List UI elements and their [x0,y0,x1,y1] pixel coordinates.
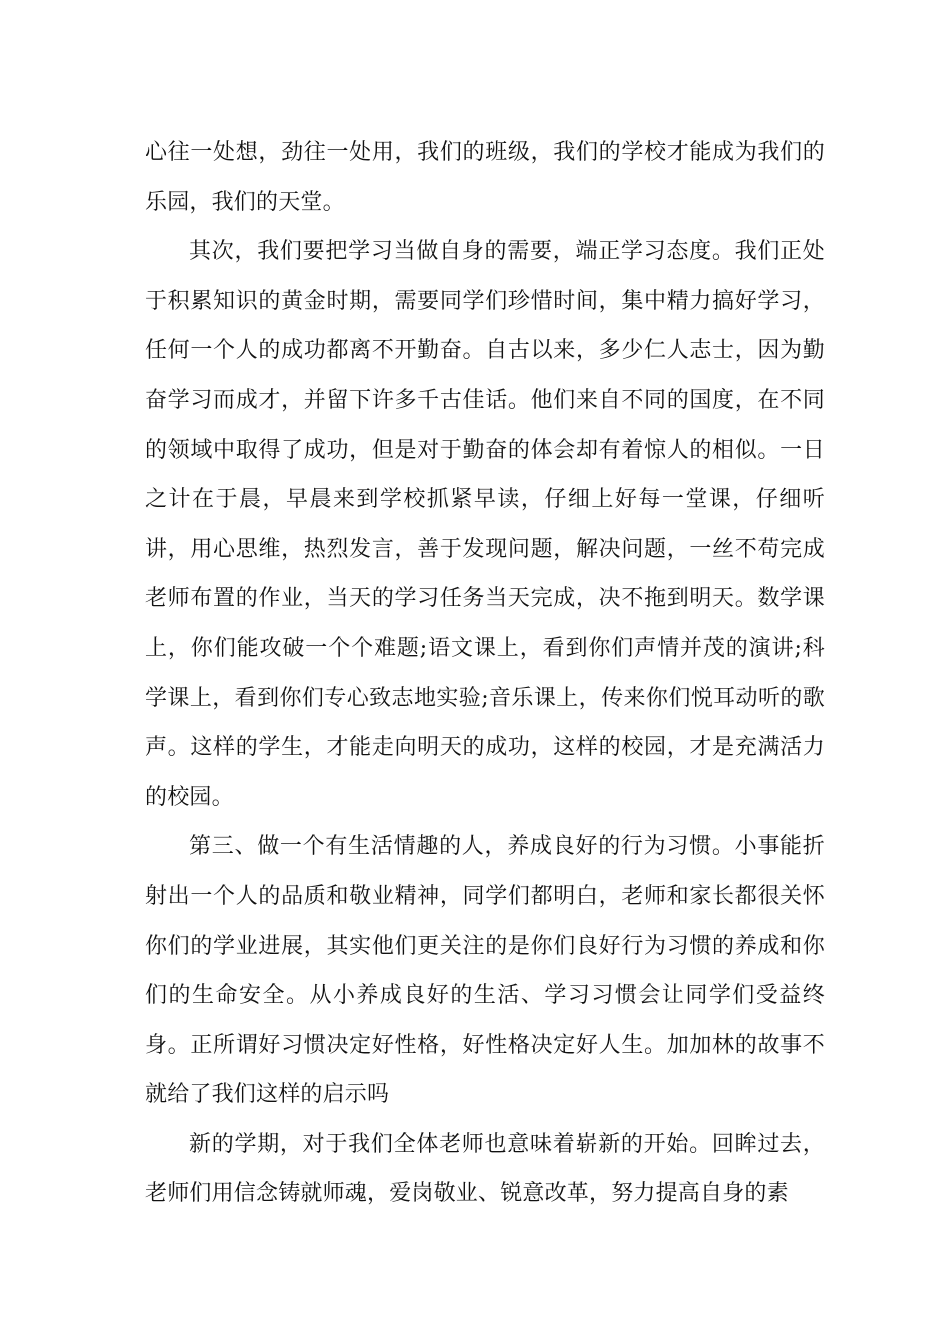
body-text [145,128,825,1219]
paragraph-study-attitude: 其次，我们要把学习当做自身的需要，端正学习态度。我们正处于积累知识的黄金时期，需要同学们珍惜时间，集中精力搞好学习，任何一个人的成功都离不开勤奋。自古以来，多少仁人志士，因为勤奋学习而成才，并留下许多千古佳话。他们来自不同的国度，在不同的领域中取得了成功，但是对于勤奋的体会却有着惊人的相似。一日之计在于晨，早晨来到学校抓紧早读，仔细上好每一堂课，仔细听讲，用心思维，热烈发言，善于发现问题，解决问题，一丝不苟完成老师布置的作业，当天的学习任务当天完成，决不拖到明天。数学课上，你们能攻破一个个难题;语文课上，看到你们声情并茂的演讲;科学课上，看到你们专心致志地实验;音乐课上，传来你们悦耳动听的歌声。这样的学生，才能走向明天的成功，这样的校园，才是充满活力的校园。 [145,239,825,810]
paragraph-new-semester: 新的学期，对于我们全体老师也意味着崭新的开始。回眸过去，老师们用信念铸就师魂，爱岗敬业、锐意改革，努力提高自身的素 [145,1131,825,1207]
paragraph-good-habits: 第三、做一个有生活情趣的人，养成良好的行为习惯。小事能折射出一个人的品质和敬业精神，同学们都明白，老师和家长都很关怀你们的学业进展，其实他们更关注的是你们良好行为习惯的养成和你们的生命安全。从小养成良好的生活、学习习惯会让同学们受益终身。正所谓好习惯决定好性格，好性格决定好人生。加加林的故事不就给了我们这样的启示吗 [145,834,825,1108]
paragraph-continuation: 心往一处想，劲往一处用，我们的班级，我们的学校才能成为我们的乐园，我们的天堂。 [145,140,825,215]
